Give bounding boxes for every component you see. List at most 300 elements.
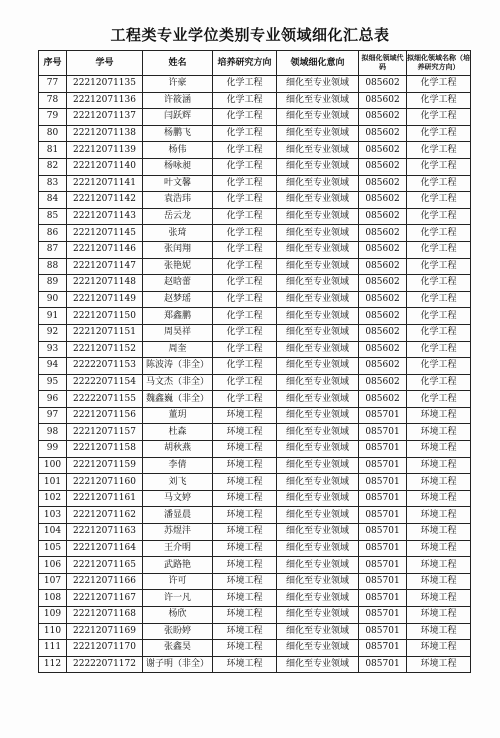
cell-name: 张闰翔 xyxy=(143,241,213,258)
cell-direction: 化学工程 xyxy=(213,125,277,142)
cell-direction: 化学工程 xyxy=(213,175,277,192)
table-row xyxy=(39,308,471,325)
cell-name: 许可 xyxy=(143,573,213,590)
cell-student-id: 22212071152 xyxy=(67,341,143,358)
cell-student-id: 22212071143 xyxy=(67,208,143,225)
cell-name: 李倩 xyxy=(143,457,213,474)
cell-name: 杨鹏飞 xyxy=(143,125,213,142)
cell-intent: 细化至专业领域 xyxy=(277,590,359,607)
cell-code: 085602 xyxy=(359,142,407,159)
cell-direction: 化学工程 xyxy=(213,192,277,209)
cell-name: 杜森 xyxy=(143,424,213,441)
cell-direction: 化学工程 xyxy=(213,275,277,292)
cell-intent: 细化至专业领域 xyxy=(277,358,359,375)
cell-direction: 环境工程 xyxy=(213,656,277,673)
cell-seq: 111 xyxy=(39,640,67,657)
cell-student-id: 22212071163 xyxy=(67,524,143,541)
cell-intent: 细化至专业领域 xyxy=(277,125,359,142)
cell-field: 化学工程 xyxy=(407,208,471,225)
cell-student-id: 22222071172 xyxy=(67,656,143,673)
cell-direction: 化学工程 xyxy=(213,109,277,126)
cell-name: 赵晗蕾 xyxy=(143,275,213,292)
cell-direction: 环境工程 xyxy=(213,640,277,657)
table-row xyxy=(39,607,471,624)
cell-student-id: 22212071145 xyxy=(67,225,143,242)
cell-code: 085701 xyxy=(359,407,407,424)
cell-intent: 细化至专业领域 xyxy=(277,341,359,358)
cell-intent: 细化至专业领域 xyxy=(277,258,359,275)
cell-seq: 95 xyxy=(39,374,67,391)
cell-direction: 化学工程 xyxy=(213,158,277,175)
cell-field: 环境工程 xyxy=(407,407,471,424)
cell-field: 化学工程 xyxy=(407,225,471,242)
cell-field: 化学工程 xyxy=(407,374,471,391)
cell-student-id: 22212071165 xyxy=(67,557,143,574)
cell-name: 许筱涵 xyxy=(143,92,213,109)
cell-field: 化学工程 xyxy=(407,324,471,341)
header-student-id: 学号 xyxy=(67,51,143,76)
table-row xyxy=(39,109,471,126)
cell-student-id: 22212071164 xyxy=(67,540,143,557)
cell-direction: 化学工程 xyxy=(213,308,277,325)
cell-seq: 94 xyxy=(39,358,67,375)
cell-name: 许豪 xyxy=(143,76,213,93)
cell-intent: 细化至专业领域 xyxy=(277,490,359,507)
table-body xyxy=(39,76,471,673)
table-row xyxy=(39,158,471,175)
cell-direction: 环境工程 xyxy=(213,623,277,640)
cell-intent: 细化至专业领域 xyxy=(277,573,359,590)
cell-name: 张艳妮 xyxy=(143,258,213,275)
cell-seq: 107 xyxy=(39,573,67,590)
table-row xyxy=(39,341,471,358)
cell-code: 085701 xyxy=(359,623,407,640)
cell-name: 张盼婷 xyxy=(143,623,213,640)
cell-field: 化学工程 xyxy=(407,391,471,408)
table-row xyxy=(39,374,471,391)
cell-field: 化学工程 xyxy=(407,109,471,126)
cell-field: 环境工程 xyxy=(407,490,471,507)
cell-intent: 细化至专业领域 xyxy=(277,241,359,258)
cell-intent: 细化至专业领域 xyxy=(277,524,359,541)
cell-intent: 细化至专业领域 xyxy=(277,225,359,242)
cell-student-id: 22212071157 xyxy=(67,424,143,441)
cell-intent: 细化至专业领域 xyxy=(277,92,359,109)
table-row xyxy=(39,524,471,541)
table-row xyxy=(39,275,471,292)
cell-code: 085701 xyxy=(359,474,407,491)
table-row xyxy=(39,208,471,225)
cell-name: 马文婷 xyxy=(143,490,213,507)
cell-direction: 环境工程 xyxy=(213,573,277,590)
cell-intent: 细化至专业领域 xyxy=(277,291,359,308)
table-row xyxy=(39,623,471,640)
header-code: 拟细化领域代码 xyxy=(359,51,407,76)
cell-field: 环境工程 xyxy=(407,623,471,640)
cell-name: 周昊祥 xyxy=(143,324,213,341)
cell-code: 085602 xyxy=(359,358,407,375)
cell-seq: 98 xyxy=(39,424,67,441)
cell-field: 环境工程 xyxy=(407,607,471,624)
cell-direction: 化学工程 xyxy=(213,324,277,341)
header-intent: 领域细化意向 xyxy=(277,51,359,76)
cell-code: 085602 xyxy=(359,341,407,358)
cell-direction: 环境工程 xyxy=(213,424,277,441)
cell-student-id: 22212071151 xyxy=(67,324,143,341)
table-row xyxy=(39,175,471,192)
cell-code: 085602 xyxy=(359,175,407,192)
cell-field: 化学工程 xyxy=(407,192,471,209)
cell-name: 岳云龙 xyxy=(143,208,213,225)
cell-intent: 细化至专业领域 xyxy=(277,158,359,175)
cell-seq: 80 xyxy=(39,125,67,142)
cell-seq: 110 xyxy=(39,623,67,640)
cell-code: 085602 xyxy=(359,76,407,93)
cell-student-id: 22212071150 xyxy=(67,308,143,325)
cell-code: 085701 xyxy=(359,424,407,441)
cell-name: 苏煜沣 xyxy=(143,524,213,541)
cell-intent: 细化至专业领域 xyxy=(277,640,359,657)
cell-code: 085602 xyxy=(359,391,407,408)
cell-seq: 105 xyxy=(39,540,67,557)
cell-field: 化学工程 xyxy=(407,175,471,192)
cell-name: 闫跃辉 xyxy=(143,109,213,126)
table-row xyxy=(39,474,471,491)
cell-field: 环境工程 xyxy=(407,441,471,458)
cell-student-id: 22212071146 xyxy=(67,241,143,258)
cell-field: 环境工程 xyxy=(407,457,471,474)
header-direction: 培养研究方向 xyxy=(213,51,277,76)
cell-code: 085701 xyxy=(359,490,407,507)
cell-direction: 化学工程 xyxy=(213,92,277,109)
cell-name: 叶文馨 xyxy=(143,175,213,192)
cell-field: 环境工程 xyxy=(407,424,471,441)
cell-student-id: 22212071170 xyxy=(67,640,143,657)
cell-seq: 86 xyxy=(39,225,67,242)
cell-seq: 112 xyxy=(39,656,67,673)
cell-student-id: 22212071168 xyxy=(67,607,143,624)
cell-name: 周奎 xyxy=(143,341,213,358)
cell-seq: 96 xyxy=(39,391,67,408)
cell-intent: 细化至专业领域 xyxy=(277,407,359,424)
cell-intent: 细化至专业领域 xyxy=(277,507,359,524)
cell-direction: 化学工程 xyxy=(213,241,277,258)
cell-code: 085701 xyxy=(359,557,407,574)
cell-name: 杨伟 xyxy=(143,142,213,159)
table-row xyxy=(39,490,471,507)
cell-student-id: 22212071166 xyxy=(67,573,143,590)
cell-intent: 细化至专业领域 xyxy=(277,109,359,126)
cell-field: 化学工程 xyxy=(407,92,471,109)
cell-intent: 细化至专业领域 xyxy=(277,474,359,491)
cell-direction: 化学工程 xyxy=(213,208,277,225)
cell-field: 环境工程 xyxy=(407,573,471,590)
cell-student-id: 22212071159 xyxy=(67,457,143,474)
cell-seq: 82 xyxy=(39,158,67,175)
cell-seq: 97 xyxy=(39,407,67,424)
cell-intent: 细化至专业领域 xyxy=(277,324,359,341)
cell-intent: 细化至专业领域 xyxy=(277,391,359,408)
cell-direction: 化学工程 xyxy=(213,291,277,308)
cell-intent: 细化至专业领域 xyxy=(277,457,359,474)
cell-field: 化学工程 xyxy=(407,125,471,142)
cell-name: 许一凡 xyxy=(143,590,213,607)
cell-code: 085602 xyxy=(359,241,407,258)
cell-direction: 化学工程 xyxy=(213,341,277,358)
cell-student-id: 22212071139 xyxy=(67,142,143,159)
table-row xyxy=(39,192,471,209)
cell-name: 郑鑫鹏 xyxy=(143,308,213,325)
cell-name: 张琦 xyxy=(143,225,213,242)
cell-direction: 环境工程 xyxy=(213,407,277,424)
header-field: 拟细化领域名称（培养研究方向） xyxy=(407,51,471,76)
cell-direction: 环境工程 xyxy=(213,490,277,507)
cell-direction: 化学工程 xyxy=(213,76,277,93)
header-seq: 序号 xyxy=(39,51,67,76)
cell-name: 潘显晨 xyxy=(143,507,213,524)
cell-seq: 88 xyxy=(39,258,67,275)
cell-student-id: 22222071154 xyxy=(67,374,143,391)
cell-field: 化学工程 xyxy=(407,258,471,275)
table-row xyxy=(39,573,471,590)
cell-field: 化学工程 xyxy=(407,76,471,93)
cell-name: 胡秋燕 xyxy=(143,441,213,458)
cell-direction: 环境工程 xyxy=(213,590,277,607)
table-row xyxy=(39,76,471,93)
cell-student-id: 22222071153 xyxy=(67,358,143,375)
cell-seq: 81 xyxy=(39,142,67,159)
table-row xyxy=(39,291,471,308)
cell-field: 化学工程 xyxy=(407,142,471,159)
cell-intent: 细化至专业领域 xyxy=(277,308,359,325)
cell-student-id: 22212071160 xyxy=(67,474,143,491)
table-row xyxy=(39,424,471,441)
cell-seq: 87 xyxy=(39,241,67,258)
cell-direction: 化学工程 xyxy=(213,142,277,159)
cell-direction: 环境工程 xyxy=(213,474,277,491)
cell-intent: 细化至专业领域 xyxy=(277,540,359,557)
cell-direction: 化学工程 xyxy=(213,391,277,408)
cell-code: 085602 xyxy=(359,258,407,275)
cell-name: 谢子明（非全） xyxy=(143,656,213,673)
cell-student-id: 22212071142 xyxy=(67,192,143,209)
cell-name: 刘飞 xyxy=(143,474,213,491)
cell-intent: 细化至专业领域 xyxy=(277,142,359,159)
cell-field: 环境工程 xyxy=(407,557,471,574)
cell-seq: 106 xyxy=(39,557,67,574)
cell-seq: 77 xyxy=(39,76,67,93)
cell-seq: 92 xyxy=(39,324,67,341)
cell-seq: 78 xyxy=(39,92,67,109)
cell-name: 杨咏昶 xyxy=(143,158,213,175)
cell-field: 化学工程 xyxy=(407,308,471,325)
cell-direction: 化学工程 xyxy=(213,225,277,242)
cell-code: 085701 xyxy=(359,441,407,458)
cell-seq: 104 xyxy=(39,524,67,541)
cell-field: 环境工程 xyxy=(407,656,471,673)
cell-direction: 环境工程 xyxy=(213,524,277,541)
cell-field: 环境工程 xyxy=(407,590,471,607)
cell-direction: 环境工程 xyxy=(213,607,277,624)
table-row xyxy=(39,457,471,474)
cell-name: 赵梦瑶 xyxy=(143,291,213,308)
cell-field: 化学工程 xyxy=(407,275,471,292)
cell-student-id: 22212071149 xyxy=(67,291,143,308)
cell-intent: 细化至专业领域 xyxy=(277,275,359,292)
cell-code: 085602 xyxy=(359,208,407,225)
header-row xyxy=(39,51,471,76)
page-title: 工程类专业学位类别专业领域细化汇总表 xyxy=(110,26,390,44)
cell-intent: 细化至专业领域 xyxy=(277,76,359,93)
table-row xyxy=(39,142,471,159)
cell-direction: 环境工程 xyxy=(213,507,277,524)
cell-name: 魏鑫巍（非全） xyxy=(143,391,213,408)
cell-intent: 细化至专业领域 xyxy=(277,607,359,624)
cell-code: 085701 xyxy=(359,573,407,590)
table-row xyxy=(39,391,471,408)
cell-name: 王介明 xyxy=(143,540,213,557)
cell-direction: 化学工程 xyxy=(213,358,277,375)
cell-seq: 99 xyxy=(39,441,67,458)
cell-student-id: 22212071138 xyxy=(67,125,143,142)
cell-name: 陈波涛（非全） xyxy=(143,358,213,375)
cell-direction: 化学工程 xyxy=(213,374,277,391)
table-row xyxy=(39,656,471,673)
table-row xyxy=(39,590,471,607)
cell-seq: 108 xyxy=(39,590,67,607)
cell-seq: 89 xyxy=(39,275,67,292)
cell-student-id: 22212071136 xyxy=(67,92,143,109)
cell-code: 085602 xyxy=(359,192,407,209)
cell-name: 袁浩玮 xyxy=(143,192,213,209)
cell-field: 环境工程 xyxy=(407,507,471,524)
table-row xyxy=(39,324,471,341)
table-row xyxy=(39,358,471,375)
table-row xyxy=(39,407,471,424)
cell-intent: 细化至专业领域 xyxy=(277,424,359,441)
cell-code: 085602 xyxy=(359,125,407,142)
cell-intent: 细化至专业领域 xyxy=(277,175,359,192)
cell-code: 085602 xyxy=(359,109,407,126)
cell-student-id: 22212071169 xyxy=(67,623,143,640)
table-row xyxy=(39,441,471,458)
cell-code: 085602 xyxy=(359,158,407,175)
cell-code: 085602 xyxy=(359,225,407,242)
cell-intent: 细化至专业领域 xyxy=(277,192,359,209)
cell-field: 环境工程 xyxy=(407,640,471,657)
cell-name: 武路艳 xyxy=(143,557,213,574)
cell-field: 化学工程 xyxy=(407,158,471,175)
cell-seq: 79 xyxy=(39,109,67,126)
table-row xyxy=(39,258,471,275)
table-row xyxy=(39,125,471,142)
cell-intent: 细化至专业领域 xyxy=(277,557,359,574)
cell-direction: 环境工程 xyxy=(213,457,277,474)
cell-name: 杨欣 xyxy=(143,607,213,624)
cell-student-id: 22212071158 xyxy=(67,441,143,458)
cell-field: 环境工程 xyxy=(407,524,471,541)
cell-student-id: 22212071167 xyxy=(67,590,143,607)
table-row xyxy=(39,557,471,574)
table-row xyxy=(39,225,471,242)
cell-code: 085701 xyxy=(359,524,407,541)
cell-seq: 109 xyxy=(39,607,67,624)
cell-seq: 103 xyxy=(39,507,67,524)
cell-code: 085701 xyxy=(359,656,407,673)
cell-direction: 化学工程 xyxy=(213,258,277,275)
cell-field: 化学工程 xyxy=(407,341,471,358)
cell-field: 化学工程 xyxy=(407,291,471,308)
cell-code: 085602 xyxy=(359,324,407,341)
cell-student-id: 22212071140 xyxy=(67,158,143,175)
cell-code: 085602 xyxy=(359,374,407,391)
table-row xyxy=(39,241,471,258)
cell-seq: 93 xyxy=(39,341,67,358)
cell-code: 085602 xyxy=(359,308,407,325)
cell-code: 085602 xyxy=(359,291,407,308)
table-row xyxy=(39,507,471,524)
cell-intent: 细化至专业领域 xyxy=(277,656,359,673)
table-row xyxy=(39,640,471,657)
cell-student-id: 22222071155 xyxy=(67,391,143,408)
cell-field: 环境工程 xyxy=(407,540,471,557)
cell-field: 环境工程 xyxy=(407,474,471,491)
cell-intent: 细化至专业领域 xyxy=(277,623,359,640)
cell-student-id: 22212071137 xyxy=(67,109,143,126)
cell-code: 085701 xyxy=(359,590,407,607)
header-name: 姓名 xyxy=(143,51,213,76)
cell-code: 085701 xyxy=(359,507,407,524)
cell-intent: 细化至专业领域 xyxy=(277,441,359,458)
cell-seq: 84 xyxy=(39,192,67,209)
cell-seq: 83 xyxy=(39,175,67,192)
cell-direction: 环境工程 xyxy=(213,557,277,574)
cell-student-id: 22212071148 xyxy=(67,275,143,292)
table-header xyxy=(39,51,471,76)
cell-student-id: 22212071147 xyxy=(67,258,143,275)
table-row xyxy=(39,540,471,557)
cell-student-id: 22212071161 xyxy=(67,490,143,507)
cell-seq: 100 xyxy=(39,457,67,474)
cell-seq: 102 xyxy=(39,490,67,507)
cell-field: 化学工程 xyxy=(407,358,471,375)
cell-code: 085602 xyxy=(359,92,407,109)
cell-direction: 环境工程 xyxy=(213,540,277,557)
cell-intent: 细化至专业领域 xyxy=(277,374,359,391)
cell-code: 085701 xyxy=(359,540,407,557)
cell-seq: 91 xyxy=(39,308,67,325)
cell-name: 马文杰（非全） xyxy=(143,374,213,391)
cell-intent: 细化至专业领域 xyxy=(277,208,359,225)
cell-direction: 环境工程 xyxy=(213,441,277,458)
table-row xyxy=(39,92,471,109)
cell-student-id: 22212071162 xyxy=(67,507,143,524)
cell-code: 085701 xyxy=(359,640,407,657)
cell-student-id: 22212071135 xyxy=(67,76,143,93)
cell-student-id: 22212071156 xyxy=(67,407,143,424)
cell-code: 085701 xyxy=(359,607,407,624)
cell-seq: 101 xyxy=(39,474,67,491)
cell-name: 董玥 xyxy=(143,407,213,424)
cell-code: 085701 xyxy=(359,457,407,474)
cell-student-id: 22212071141 xyxy=(67,175,143,192)
summary-table xyxy=(38,50,471,673)
cell-seq: 85 xyxy=(39,208,67,225)
cell-name: 张鑫昊 xyxy=(143,640,213,657)
cell-field: 化学工程 xyxy=(407,241,471,258)
cell-code: 085602 xyxy=(359,275,407,292)
cell-seq: 90 xyxy=(39,291,67,308)
